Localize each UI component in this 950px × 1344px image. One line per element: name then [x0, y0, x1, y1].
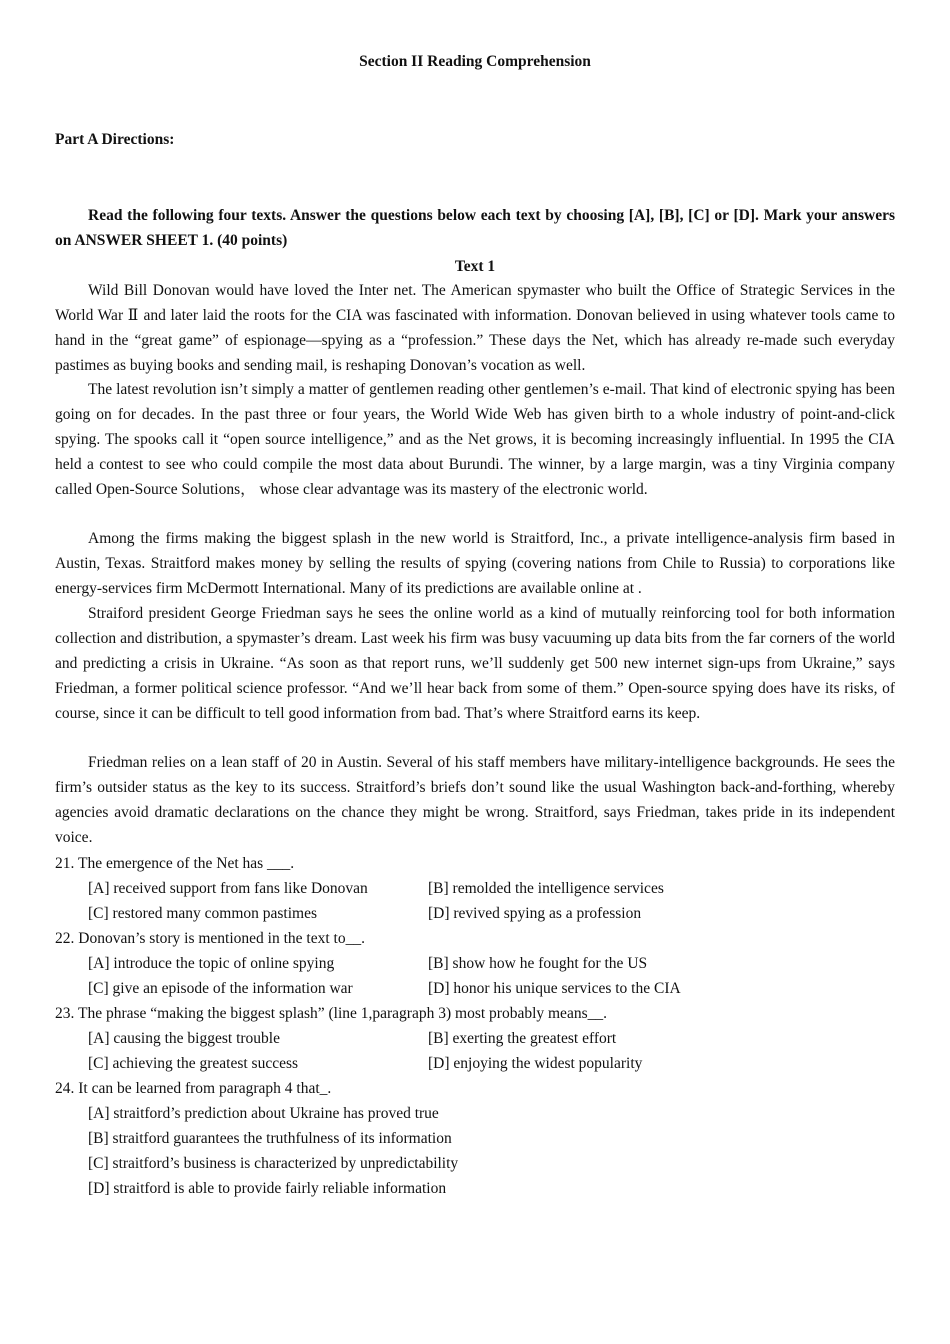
question-22-option-d: [D] honor his unique services to the CIA — [428, 980, 681, 997]
question-24-option-a: [A] straitford’s prediction about Ukraine has proved true — [88, 1105, 439, 1122]
section-title: Section II Reading Comprehension — [359, 53, 591, 70]
passage-paragraph-2: The latest revolution isn’t simply a matter of gentlemen reading other gentlemen’s e-mail. That kind of electronic spying has been going on for decades. In the past three or four years, the World Wide Web has given birth to a whole industry of point-and-click spying. The spooks call it “open source intelligence,” and as the Net grows, it is becoming increasingly influential. In 1995 the CIA held a contest to see who could compile the most data about Burundi. The winner, by a large margin, was a tiny Virginia company called Open-Source Solutions， whose clear advantage was its mastery of the electronic world. — [55, 381, 895, 498]
passage-paragraph-1: Wild Bill Donovan would have loved the Inter net. The American spymaster who built the Office of Strategic Services in the World War Ⅱ and later laid the roots for the CIA was fascinated with information. Donovan believed in using whatever tools came to hand in the “great game” of espionage—spying as a “profession.” These days the Net, which has already re-made such everyday pastimes as buying books and sending mail, is reshaping Donovan’s vocation as well. — [55, 282, 895, 374]
question-22-option-a: [A] introduce the topic of online spying — [88, 955, 335, 972]
question-24-stem: 24. It can be learned from paragraph 4 that_. — [55, 1080, 332, 1097]
question-23-option-b: [B] exerting the greatest effort — [428, 1030, 617, 1047]
question-23-option-d: [D] enjoying the widest popularity — [428, 1055, 643, 1072]
question-24-option-b: [B] straitford guarantees the truthfulness of its information — [88, 1130, 452, 1147]
question-21-option-a: [A] received support from fans like Donovan — [88, 880, 368, 897]
question-23-stem: 23. The phrase “making the biggest splash” (line 1,paragraph 3) most probably means__. — [55, 1005, 607, 1022]
directions: Read the following four texts. Answer the questions below each text by choosing [A], [B], [C] or [D]. Mark your answers on ANSWER SHEET 1. (40 points) — [55, 207, 895, 249]
question-21-stem: 21. The emergence of the Net has ___. — [55, 855, 295, 872]
passage-paragraph-3: Among the firms making the biggest splash in the new world is Straitford, Inc., a private intelligence-analysis firm based in Austin, Texas. Straitford makes money by selling the results of spying (covering nations from Chile to Russia) to corporations like energy-services firm McDermott International. Many of its predictions are available online at . — [55, 530, 895, 597]
part-title: Part A Directions: — [55, 131, 175, 148]
question-23-option-c: [C] achieving the greatest success — [88, 1055, 299, 1072]
passage-paragraph-5: Friedman relies on a lean staff of 20 in Austin. Several of his staff members have military-intelligence backgrounds. He sees the firm’s outsider status as the key to its success. Straitford’s briefs don’t sound like the usual Washington back-and-forthing, whereby agencies avoid dramatic declarations on the chance they might be wrong. Straitford, says Friedman, takes pride in its independent voice. — [55, 754, 895, 846]
passage-paragraph-4: Straiford president George Friedman says he sees the online world as a kind of mutually reinforcing tool for both information collection and distribution, a spymaster’s dream. Last week his firm was busy vacuuming up data bits from the far corners of the world and predicting a crisis in Ukraine. “As soon as that report runs, we’ll suddenly get 500 new internet sign-ups from Ukraine,” says Friedman, a former political science professor. “And we’ll hear back from some of them.” Open-source spying does have its risks, of course, since it can be difficult to tell good information from bad. That’s where Straitford earns its keep. — [55, 605, 895, 722]
question-24-option-d: [D] straitford is able to provide fairly reliable information — [88, 1180, 447, 1197]
question-22-stem: 22. Donovan’s story is mentioned in the text to__. — [55, 930, 365, 947]
question-21-option-d: [D] revived spying as a profession — [428, 905, 642, 922]
question-24-option-c: [C] straitford’s business is characterized by unpredictability — [88, 1155, 459, 1172]
text-title: Text 1 — [454, 258, 496, 275]
question-22-option-c: [C] give an episode of the information war — [88, 980, 353, 997]
question-21-option-b: [B] remolded the intelligence services — [428, 880, 664, 897]
question-23-option-a: [A] causing the biggest trouble — [88, 1030, 280, 1047]
question-21-option-c: [C] restored many common pastimes — [88, 905, 318, 922]
question-22-option-b: [B] show how he fought for the US — [428, 955, 648, 972]
